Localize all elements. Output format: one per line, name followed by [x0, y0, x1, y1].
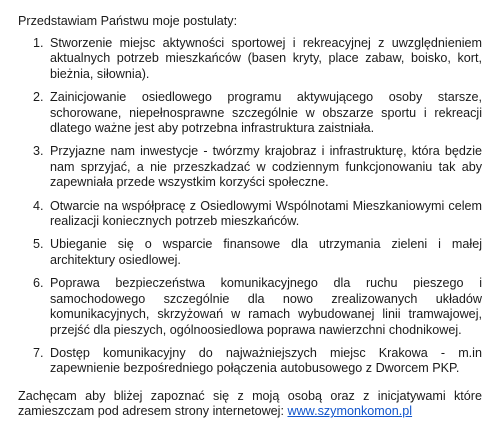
list-item [0, 144, 500, 190]
postulates-list [0, 36, 500, 385]
list-item [0, 276, 500, 338]
item-text: Poprawa bezpieczeństwa komunikacyjnego dla ruchu pieszego i samochodowego szczególnie dla nowo zrealizowanych układów komunikacyjnych, skrzyżowań w ramach wybudowanej linii tramwajowej, przejść dla pieszych, ogólnoosiedlowa poprawa nawierzchni chodnikowej. [50, 276, 482, 337]
item-number: 7. [33, 345, 44, 360]
item-text: Przyjazne nam inwestycje - twórzmy krajobraz i infrastrukturę, która będzie nam sprzyjać, a nie przeszkadzać w codziennym funkcjonowaniu tak aby zapewniała przede wszystkim korzyści społeczne. [50, 144, 482, 190]
website-link[interactable]: www.szymonkomon.pl [287, 404, 413, 419]
item-text: Ubieganie się o wsparcie finansowe dla utrzymania zieleni i małej architektury osiedlowej. [50, 237, 482, 267]
item-text: Otwarcie na współpracę z Osiedlowymi Wspólnotami Mieszkaniowymi celem realizacji koniecznych potrzeb mieszkańców. [50, 198, 482, 229]
list-item [0, 199, 500, 230]
intro-text: Przedstawiam Państwu moje postulaty: [18, 14, 238, 28]
item-text: Zainicjowanie osiedlowego programu aktywującego osoby starsze, schorowane, niepełnosprawne szczególnie w obszarze sportu i rekreacji dlatego ważne jest aby potrzebna infrastruktura zaistniała. [50, 90, 482, 136]
item-text: Dostęp komunikacyjny do najważniejszych miejsc Krakowa - m.in zapewnienie bezpośredniego połączenia autobusowego z Dworcem PKP. [50, 345, 482, 376]
item-number: 5. [33, 237, 44, 252]
closing-paragraph [18, 389, 482, 420]
list-item [0, 346, 500, 377]
item-text: Stworzenie miejsc aktywności sportowej i rekreacyjnej z uwzględnieniem aktualnych potrzeb mieszkańców (basen kryty, place zabaw, boisko, kort, bieżnia, siłownia). [50, 36, 482, 81]
closing-text: Zachęcam aby bliżej zapoznać się z moją osobą oraz z inicjatywami które zamieszczam pod adresem strony internetowej: [18, 389, 482, 419]
list-item [0, 36, 500, 82]
list-item [0, 237, 500, 268]
item-number: 2. [33, 90, 44, 105]
item-number: 3. [33, 144, 44, 159]
item-number: 4. [33, 198, 44, 213]
list-item [0, 90, 500, 136]
item-number: 1. [33, 36, 44, 50]
item-number: 6. [33, 276, 44, 291]
